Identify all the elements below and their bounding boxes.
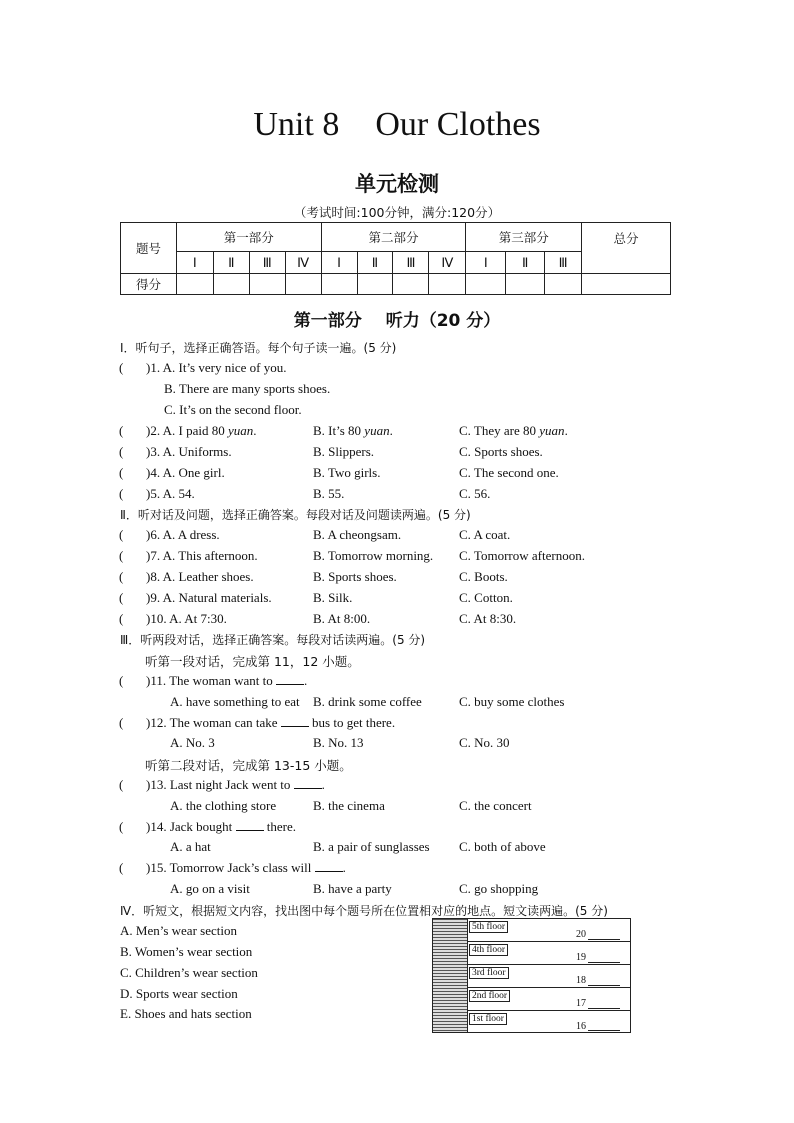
answer-blank[interactable] [276, 674, 304, 685]
q8-option-b: B. Sports shoes. [313, 569, 397, 584]
score-roman: Ⅱ [357, 252, 393, 274]
score-total: 总分 [582, 223, 671, 274]
floor-divider [467, 964, 630, 965]
question-5: )5. A. 54. [146, 486, 195, 501]
score-roman: Ⅰ [321, 252, 357, 274]
floor-answer-blank[interactable] [588, 939, 620, 940]
q15-option-b: B. have a party [313, 881, 392, 896]
answer-bracket[interactable]: ( [119, 860, 124, 875]
part-one-subtitle: 听力（20 分） [385, 311, 501, 331]
answer-bracket[interactable]: ( [119, 819, 124, 834]
q11-option-c: C. buy some clothes [459, 694, 565, 709]
score-cell[interactable] [213, 274, 249, 295]
q11-option-b: B. drink some coffee [313, 694, 422, 709]
score-cell[interactable] [357, 274, 393, 295]
score-cell[interactable] [582, 274, 671, 295]
place-option: B. Women’s wear section [120, 944, 253, 959]
floor-label: 2nd floor [469, 990, 510, 1002]
page-title [0, 106, 794, 144]
score-cell[interactable] [249, 274, 285, 295]
q5-option-c: C. 56. [459, 486, 491, 501]
place-option: C. Children’s wear section [120, 965, 258, 980]
section-3-heading: Ⅲ．听两段对话，选择正确答案。每段对话读两遍。(5 分) [120, 633, 426, 647]
score-label-score: 得分 [121, 274, 177, 295]
q7-option-b: B. Tomorrow morning. [313, 548, 434, 563]
question-10: )10. A. At 7:30. [146, 611, 227, 626]
q15-option-a: A. go on a visit [170, 881, 250, 896]
question-15: )15. Tomorrow Jack’s class will . [146, 860, 346, 875]
answer-bracket[interactable]: ( [119, 444, 124, 459]
score-roman: Ⅲ [545, 252, 582, 274]
floor-question-number: 17 [576, 998, 586, 1009]
q2-option-b: B. It’s 80 yuan. [313, 423, 393, 438]
question-8: )8. A. Leather shoes. [146, 569, 254, 584]
score-cell[interactable] [176, 274, 213, 295]
floor-label: 4th floor [469, 944, 508, 956]
q13-option-a: A. the clothing store [170, 798, 277, 813]
floor-label: 5th floor [469, 921, 508, 933]
question-9: )9. A. Natural materials. [146, 590, 272, 605]
question-12: )12. The woman can take bus to get there. [146, 715, 396, 730]
answer-bracket[interactable]: ( [119, 360, 124, 375]
question-1: )1. A. It’s very nice of you. [146, 360, 287, 375]
answer-bracket[interactable]: ( [119, 777, 124, 792]
score-cell[interactable] [393, 274, 429, 295]
q9-option-b: B. Silk. [313, 590, 353, 605]
page-subtitle: 单元检测 [355, 172, 439, 196]
building-diagram [432, 918, 631, 1033]
score-cell[interactable] [285, 274, 321, 295]
q14-option-b: B. a pair of sunglasses [313, 839, 430, 854]
title-unit: Unit 8 [253, 106, 340, 143]
question-7: )7. A. This afternoon. [146, 548, 258, 563]
score-cell[interactable] [321, 274, 357, 295]
q6-option-b: B. A cheongsam. [313, 527, 402, 542]
section-1-heading: Ⅰ．听句子，选择正确答语。每个句子读一遍。(5 分) [120, 341, 397, 355]
q8-option-c: C. Boots. [459, 569, 508, 584]
q9-option-c: C. Cotton. [459, 590, 513, 605]
exam-note: （考试时间:100分钟，满分:120分） [293, 205, 501, 220]
question-3: )3. A. Uniforms. [146, 444, 232, 459]
floor-label: 3rd floor [469, 967, 509, 979]
score-roman: Ⅲ [393, 252, 429, 274]
q14-option-c: C. both of above [459, 839, 546, 854]
part-one-title [0, 306, 794, 331]
q12-option-c: C. No. 30 [459, 735, 510, 750]
question-11: )11. The woman want to . [146, 673, 308, 688]
q2-option-c: C. They are 80 yuan. [459, 423, 568, 438]
q1-option-b: B. There are many sports shoes. [164, 381, 331, 396]
answer-bracket[interactable]: ( [119, 486, 124, 501]
floor-question-number: 16 [576, 1021, 586, 1032]
floor-label: 1st floor [469, 1013, 507, 1025]
stair-stripes [433, 919, 468, 1032]
q13-option-c: C. the concert [459, 798, 532, 813]
place-option: A. Men’s wear section [120, 923, 237, 938]
score-roman: Ⅱ [506, 252, 545, 274]
score-cell[interactable] [466, 274, 506, 295]
section-3-subheading-a: 听第一段对话，完成第 11，12 小题。 [145, 654, 360, 669]
place-option: D. Sports wear section [120, 986, 238, 1001]
q4-option-b: B. Two girls. [313, 465, 381, 480]
floor-question-number: 18 [576, 975, 586, 986]
section-2-heading: Ⅱ．听对话及问题，选择正确答案。每段对话及问题读两遍。(5 分) [120, 508, 471, 522]
score-roman: Ⅰ [466, 252, 506, 274]
floor-answer-blank[interactable] [588, 985, 620, 986]
q14-option-a: A. a hat [170, 839, 211, 854]
answer-bracket[interactable]: ( [119, 548, 124, 563]
floor-divider [467, 1010, 630, 1011]
answer-bracket[interactable]: ( [119, 527, 124, 542]
score-label-number: 题号 [121, 223, 177, 274]
q10-option-c: C. At 8:30. [459, 611, 517, 626]
score-roman: Ⅳ [285, 252, 321, 274]
q3-option-c: C. Sports shoes. [459, 444, 543, 459]
score-table [120, 222, 671, 295]
floor-answer-blank[interactable] [588, 1030, 620, 1031]
answer-bracket[interactable]: ( [119, 465, 124, 480]
q4-option-c: C. The second one. [459, 465, 559, 480]
q13-option-b: B. the cinema [313, 798, 385, 813]
answer-bracket[interactable]: ( [119, 569, 124, 584]
q11-option-a: A. have something to eat [170, 694, 300, 709]
floor-answer-blank[interactable] [588, 1008, 620, 1009]
floor-divider [467, 987, 630, 988]
question-6: )6. A. A dress. [146, 527, 220, 542]
section-4-heading: Ⅳ．听短文，根据短文内容，找出图中每个题号所在位置相对应的地点。短文读两遍。(5 分) [120, 904, 608, 918]
score-roman: Ⅱ [213, 252, 249, 274]
score-part2: 第二部分 [321, 223, 466, 252]
question-2: )2. A. I paid 80 yuan. [146, 423, 257, 438]
answer-bracket[interactable]: ( [119, 590, 124, 605]
part-one-label: 第一部分 [293, 311, 362, 331]
answer-blank[interactable] [315, 861, 343, 872]
q6-option-c: C. A coat. [459, 527, 511, 542]
q3-option-b: B. Slippers. [313, 444, 375, 459]
q12-option-b: B. No. 13 [313, 735, 364, 750]
answer-bracket[interactable]: ( [119, 715, 124, 730]
score-roman: Ⅰ [176, 252, 213, 274]
answer-bracket[interactable]: ( [119, 673, 124, 688]
floor-divider [467, 941, 630, 942]
section-3-subheading-b: 听第二段对话，完成第 13-15 小题。 [145, 758, 352, 773]
floor-question-number: 20 [576, 929, 586, 940]
floor-answer-blank[interactable] [588, 962, 620, 963]
score-cell[interactable] [545, 274, 582, 295]
place-option: E. Shoes and hats section [120, 1006, 252, 1021]
q1-option-c: C. It’s on the second floor. [164, 402, 302, 417]
q10-option-b: B. At 8:00. [313, 611, 371, 626]
score-roman: Ⅳ [429, 252, 466, 274]
score-part3: 第三部分 [466, 223, 582, 252]
q7-option-c: C. Tomorrow afternoon. [459, 548, 585, 563]
question-4: )4. A. One girl. [146, 465, 225, 480]
question-13: )13. Last night Jack went to . [146, 777, 325, 792]
answer-blank[interactable] [294, 778, 322, 789]
q15-option-c: C. go shopping [459, 881, 539, 896]
floor-question-number: 19 [576, 952, 586, 963]
answer-blank[interactable] [236, 820, 264, 831]
answer-bracket[interactable]: ( [119, 611, 124, 626]
score-part1: 第一部分 [176, 223, 321, 252]
q12-option-a: A. No. 3 [170, 735, 215, 750]
question-14: )14. Jack bought there. [146, 819, 297, 834]
title-name: Our Clothes [375, 106, 541, 143]
answer-blank[interactable] [281, 716, 309, 727]
score-cell[interactable] [429, 274, 466, 295]
q5-option-b: B. 55. [313, 486, 345, 501]
score-cell[interactable] [506, 274, 545, 295]
score-roman: Ⅲ [249, 252, 285, 274]
answer-bracket[interactable]: ( [119, 423, 124, 438]
